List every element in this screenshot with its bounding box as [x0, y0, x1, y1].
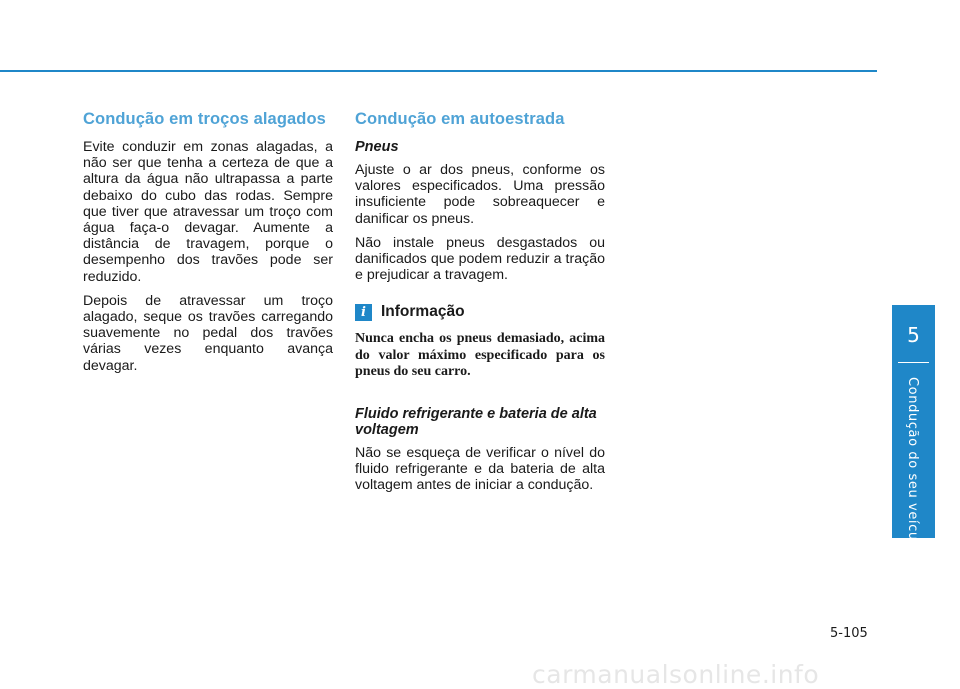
- info-title: Informação: [381, 303, 465, 321]
- top-rule: [0, 70, 877, 72]
- section-heading-highway: Condução em autoestrada: [355, 110, 565, 128]
- chapter-number: 5: [907, 323, 920, 347]
- watermark: carmanualsonline.info: [532, 660, 820, 689]
- paragraph-flooded-1: Evite conduzir em zonas alagadas, a não ser que tenha a certeza de que a altura da água não ultrapassa a parte debaixo do cubo das rodas. Sempre que tiver que atravessar um troço com água faça-o devagar. Aumente a distância de travagem, porque o desempenho dos travões pode ser reduzido.: [83, 139, 333, 285]
- tab-divider: [898, 362, 929, 363]
- page-number: 5-105: [830, 626, 868, 641]
- paragraph-coolant: Não se esqueça de verificar o nível do fluido refrigerante e da bateria de alta voltagem antes de iniciar a condução.: [355, 445, 605, 494]
- section-heading-flooded-roads: Condução em troços alagados: [83, 110, 326, 128]
- paragraph-flooded-2: Depois de atravessar um troço alagado, seque os travões carregando suavemente no pedal dos travões várias vezes enquanto avança devagar.: [83, 292, 333, 374]
- info-text: Nunca encha os pneus demasiado, acima do valor máximo especificado para os pneus do seu carro.: [355, 331, 605, 379]
- right-column: [355, 110, 605, 502]
- chapter-side-tab: [892, 305, 935, 554]
- left-column: [83, 110, 333, 382]
- info-box-header: [355, 303, 605, 321]
- subheading-coolant-battery: Fluido refrigerante e bateria de alta voltagem: [355, 406, 597, 439]
- paragraph-tyres-1: Ajuste o ar dos pneus, conforme os valores especificados. Uma pressão insuficiente pode sobreaquecer e danificar os pneus.: [355, 162, 605, 227]
- paragraph-tyres-2: Não instale pneus desgastados ou danificados que podem reduzir a tração e prejudicar a travagem.: [355, 234, 605, 284]
- subheading-tyres: Pneus: [355, 139, 399, 155]
- chapter-title: Condução do seu veículo: [905, 377, 920, 554]
- info-icon: i: [355, 304, 372, 321]
